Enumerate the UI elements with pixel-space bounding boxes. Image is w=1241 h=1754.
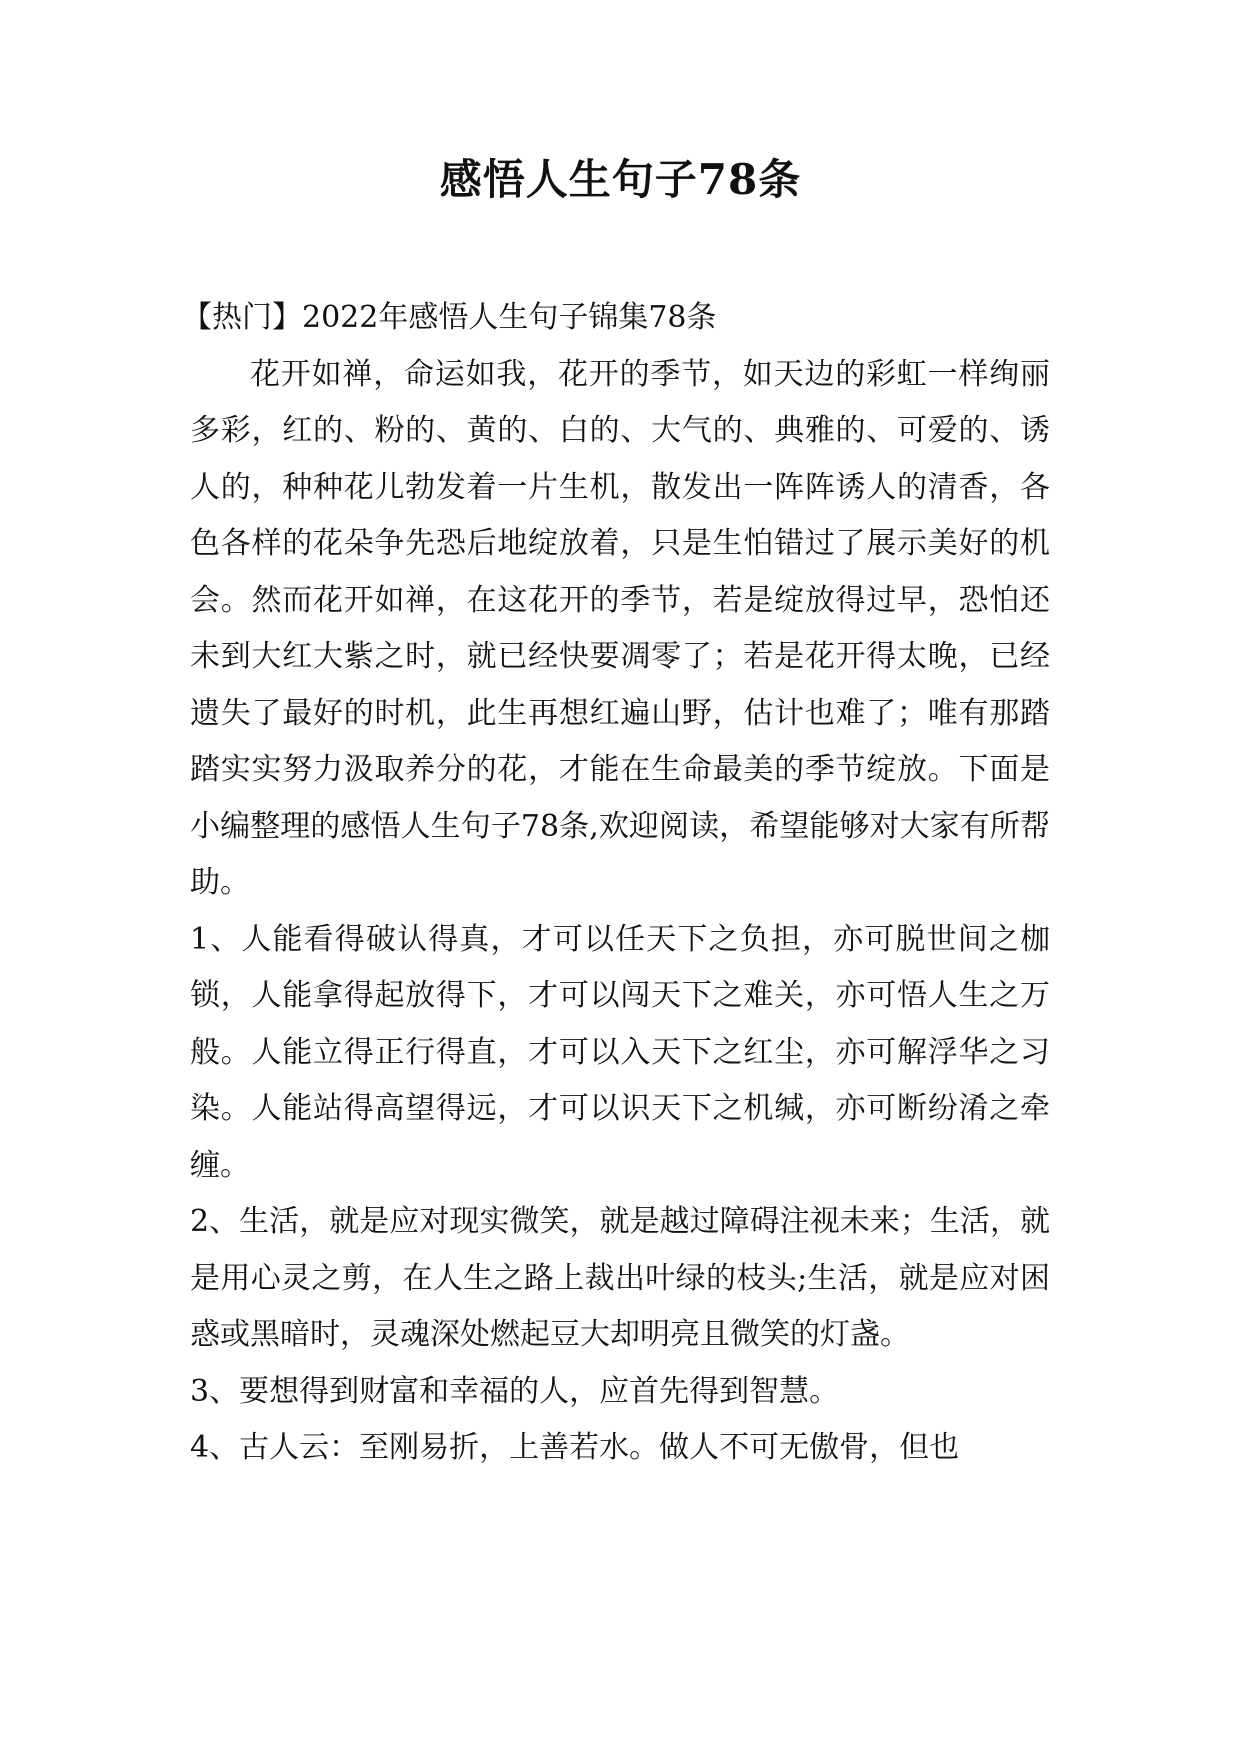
document-subtitle: 【热门】2022年感悟人生句子锦集78条	[182, 300, 717, 335]
list-item: 3、要想得到财富和幸福的人，应首先得到智慧。	[190, 1373, 840, 1409]
document-title: 感悟人生句子78条	[439, 155, 802, 204]
list-item: 2、生活，就是应对现实微笑，就是越过障碍注视未来；生活，就是用心灵之剪，在人生之路上裁出叶绿的枝头;生活，就是应对困惑或黑暗时，灵魂深处燃起豆大却明亮且微笑的灯盏。	[190, 1204, 1050, 1352]
list-item: 4、古人云：至刚易折，上善若水。做人不可无傲骨，但也	[190, 1430, 960, 1465]
intro-paragraph: 花开如禅，命运如我，花开的季节，如天边的彩虹一样绚丽多彩，红的、粉的、黄的、白的、大气的、典雅的、可爱的、诱人的，种种花儿勃发着一片生机，散发出一阵阵诱人的清香，各色各样的花朵争先恐后地绽放着，只是生怕错过了展示美好的机会。然而花开如禅，在这花开的季节，若是绽放得过早，恐怕还未到大红大紫之时，就已经快要凋零了；若是花开得太晚，已经遗失了最好的时机，此生再想红遍山野，估计也难了；唯有那踏踏实实努力汲取养分的花，才能在生命最美的季节绽放。下面是小编整理的感悟人生句子78条,欢迎阅读，希望能够对大家有所帮助。	[190, 356, 1050, 900]
document-body	[182, 290, 1050, 1477]
list-item: 1、人能看得破认得真，才可以任天下之负担，亦可脱世间之枷锁，人能拿得起放得下，才可以闯天下之难关，亦可悟人生之万般。人能立得正行得直，才可以入天下之红尘，亦可解浮华之习染。人能站得高望得远，才可以识天下之机缄，亦可断纷淆之牵缠。	[190, 921, 1050, 1183]
